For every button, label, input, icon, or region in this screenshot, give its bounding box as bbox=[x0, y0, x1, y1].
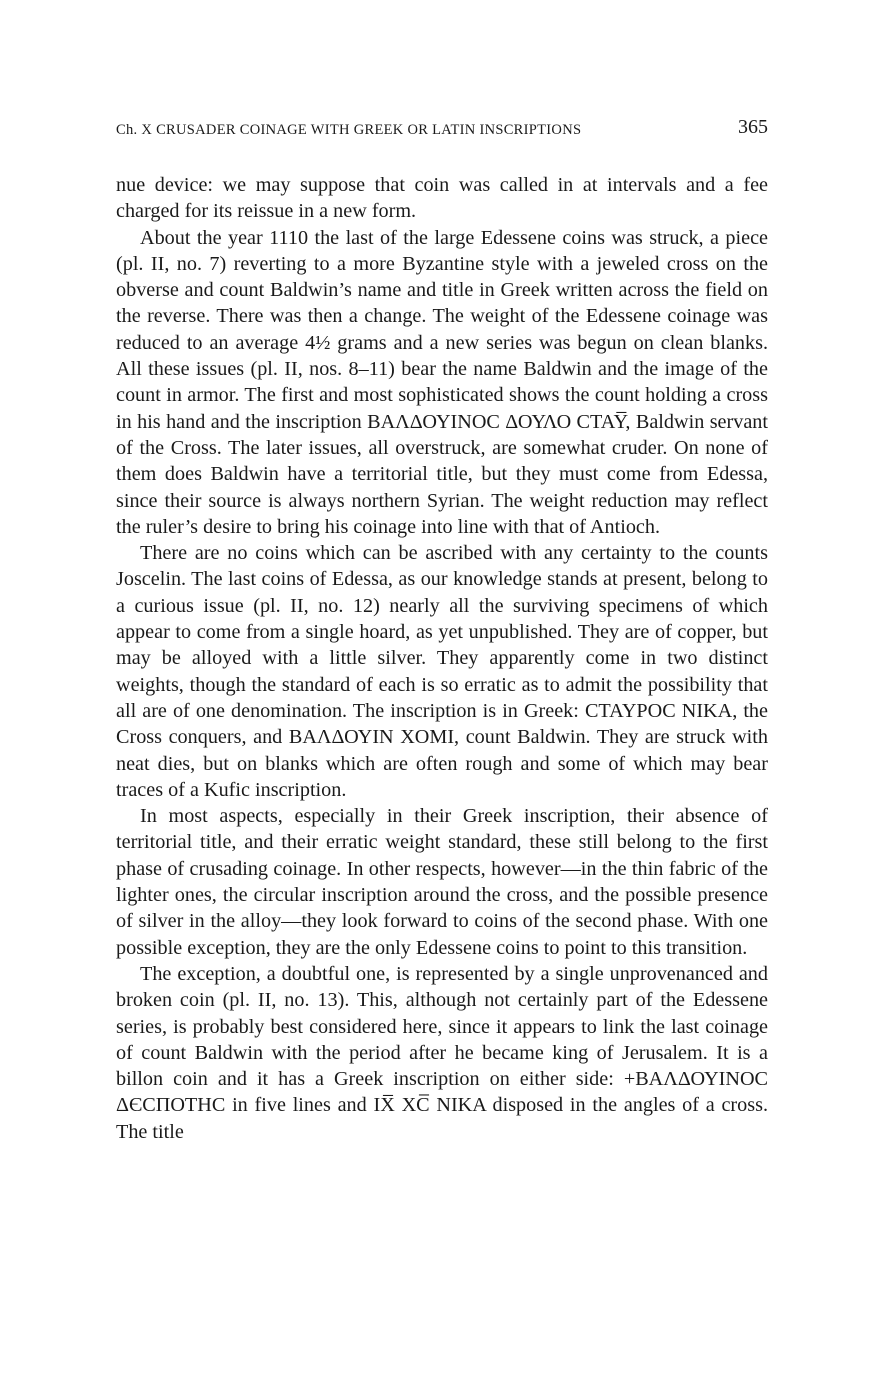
running-head-title: Ch. X CRUSADER COINAGE WITH GREEK OR LATIN INSCRIPTIONS bbox=[116, 122, 582, 138]
paragraph-continuation: nue device: we may suppose that coin was called in at intervals and a fee charged for its reissue in a new form. bbox=[116, 174, 768, 223]
running-head bbox=[116, 116, 768, 146]
body-text bbox=[116, 172, 768, 1145]
paragraph-counts-joscelin: There are no coins which can be ascribed with any certainty to the counts Joscelin. The last coins of Edessa, as our knowledge stands at present, belong to a curious issue (pl. II, no. 12) nearly all the surviving specimens of which appear to come from a single hoard, as yet unpublished. They are of copper, but may be alloyed with a little silver. They apparently come in two distinct weights, though the standard of each is so erratic as to admit the possibility that all are of one denomination. The inscription is in Greek: CTAYPOC NIKA, the Cross conquers, and ΒΑΛΔΟΥΙΝ XOMI, count Baldwin. They are struck with neat dies, but on blanks which are often rough and some of which may bear traces of a Kufic inscription. bbox=[116, 542, 768, 801]
page-number: 365 bbox=[738, 116, 768, 138]
paragraph-exception: The exception, a doubtful one, is represented by a single unprovenanced and broken coin (pl. II, no. 13). This, although not certainly part of the Edessene series, is probably best considered here, since it appears to link the last coinage of count Baldwin with the period after he became king of Jerusalem. It is a billon coin and it has a Greek inscription on either side: +ΒΑΛΔΟΥΙΝΟC ΔЄCΠΟΤΗC in five lines and IX̅ XC̅ NIKA disposed in the angles of a cross. The title bbox=[116, 962, 768, 1143]
page bbox=[116, 116, 768, 1145]
paragraph-large-edessene-coins: About the year 1110 the last of the large Edessene coins was struck, a piece (pl. II, no. 7) reverting to a more Byzantine style with a jeweled cross on the obverse and count Baldwin’s name and title in Greek written across the field on the reverse. There was then a change. The weight of the Edessene coinage was reduced to an average 4½ grams and a new series was begun on clean blanks. All these issues (pl. II, nos. 8–11) bear the name Baldwin and the image of the count in armor. The first and most sophisticated shows the count holding a cross in his hand and the inscription ΒΑΛΔΟΥΙΝΟC ΔΟΥΛΟ CTAY̅, Baldwin servant of the Cross. The later issues, all overstruck, are somewhat cruder. On none of them does Baldwin have a territorial title, but they must come from Edessa, since their source is always northern Syrian. The weight reduction may reflect the ruler’s desire to bring his coinage into line with that of Antioch. bbox=[116, 226, 768, 538]
paragraph-transition: In most aspects, especially in their Greek inscription, their absence of territorial title, and their erratic weight standard, these still belong to the first phase of crusading coinage. In other respects, however—in the thin fabric of the lighter ones, the circular inscription around the cross, and the possible presence of silver in the alloy—they look forward to coins of the second phase. With one possible exception, they are the only Edessene coins to point to this transition. bbox=[116, 805, 768, 959]
